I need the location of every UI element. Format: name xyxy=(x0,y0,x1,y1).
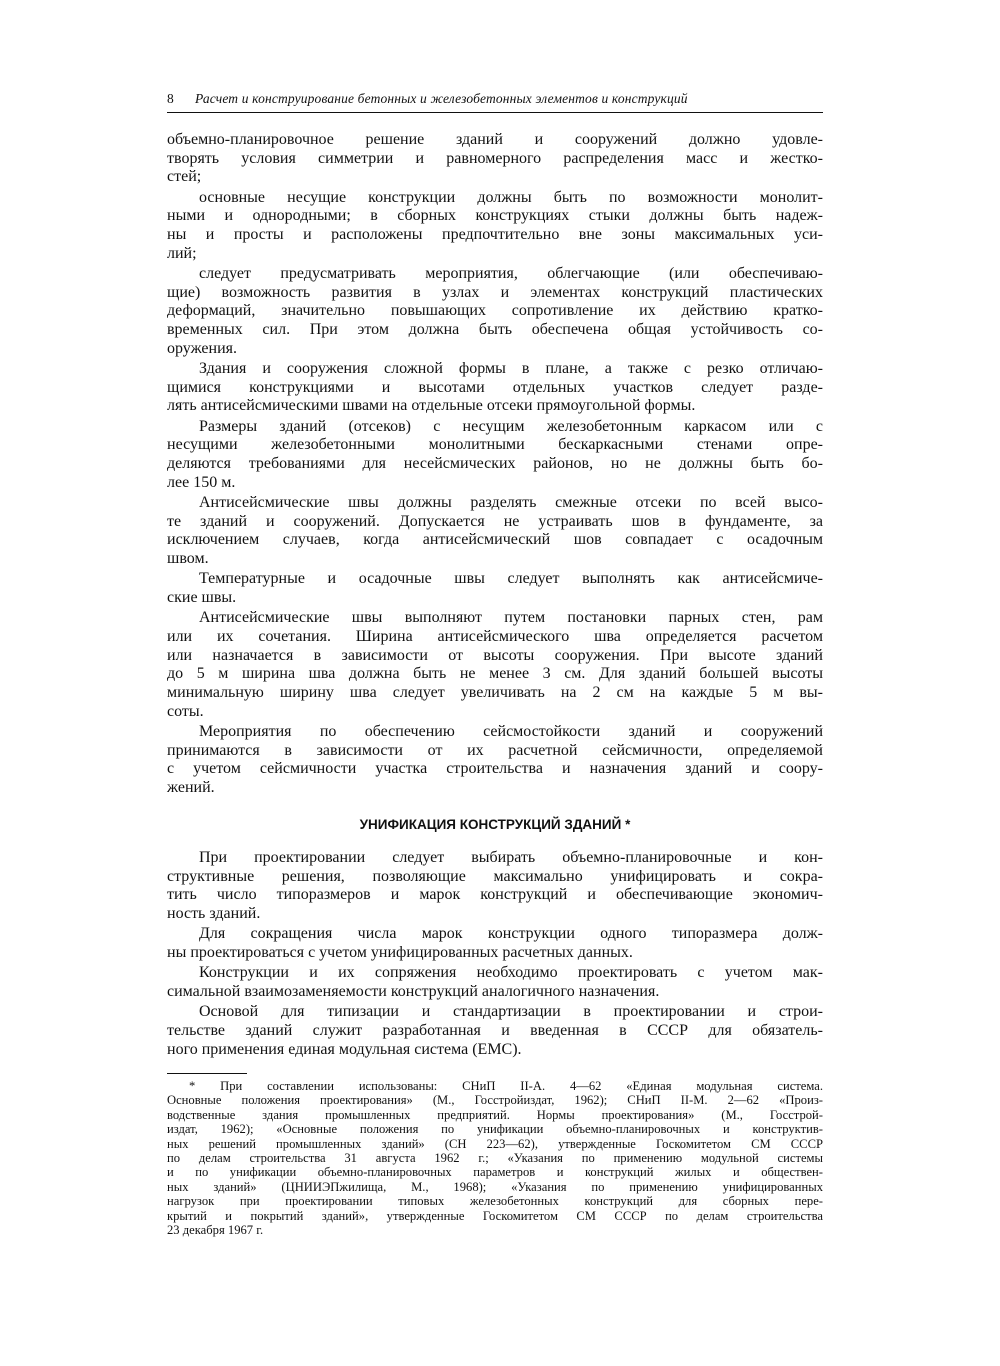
text-line: временных сил. При этом должна быть обеспечена общая устойчивость со- xyxy=(167,321,823,339)
text-line: творять условия симметрии и равномерного распределения масс и жестко- xyxy=(167,149,823,167)
paragraph xyxy=(167,494,823,569)
text-line: деформаций, значительно повышающих сопротивление их действию кратко- xyxy=(167,302,823,320)
text-line: Антисейсмические швы выполняют путем постановки парных стен, рам xyxy=(199,609,823,627)
text-line: по делам строительства 31 августа 1962 г.; «Указания по применению модульной системы xyxy=(167,1150,823,1165)
footnote xyxy=(167,1079,823,1239)
paragraph xyxy=(167,723,823,798)
text-line: тить число типоразмеров и марок конструкций и обеспечивающие экономич- xyxy=(167,886,823,904)
text-line: оружения. xyxy=(167,339,238,357)
text-line: ность зданий. xyxy=(167,905,261,923)
text-line: * При составлении использованы: СНиП II-А. 4—62 «Единая модульная система. xyxy=(189,1079,823,1093)
running-title: Расчет и конструирование бетонных и железобетонных элементов и конструкций xyxy=(195,91,688,106)
paragraph xyxy=(167,570,823,607)
text-line: деляются требованиями для несейсмических районов, но не должны быть бо- xyxy=(167,455,823,473)
paragraph xyxy=(167,1003,823,1059)
text-line: Основные положения проектирования» (М., Госстройиздат, 1962); СНиП II-М. 2—62 «Произ- xyxy=(167,1093,823,1108)
text-line: принимаются в зависимости от их расчетной сейсмичности, определяемой xyxy=(167,741,823,759)
paragraph xyxy=(167,418,823,493)
paragraph xyxy=(167,609,823,721)
text-line: или назначается в зависимости от высоты сооружения. При высоте зданий xyxy=(167,646,823,664)
text-line: щимися конструкциями и высотами отдельных участков следует разде- xyxy=(167,378,823,396)
paragraph xyxy=(167,849,823,924)
footnote-rule xyxy=(167,1073,247,1074)
text-line: крытий и покрытий зданий», утвержденные Госкомитетом СМ СССР по делам строительства xyxy=(167,1208,823,1223)
text-line: Конструкции и их сопряжения необходимо проектировать с учетом мак- xyxy=(199,964,823,982)
paragraph xyxy=(167,1079,823,1237)
text-line: швом. xyxy=(167,550,209,568)
text-line: Здания и сооружения сложной формы в плане, а также с резко отличаю- xyxy=(199,360,823,378)
paragraph xyxy=(167,189,823,264)
text-line: щие) возможность развития в узлах и элементах конструкций пластических xyxy=(167,283,823,301)
text-line: Мероприятия по обеспечению сейсмостойкости зданий и сооружений xyxy=(199,723,823,741)
text-line: до 5 м ширина шва должна быть не менее 3 см. Для зданий большей высоты xyxy=(167,665,823,683)
text-line: стей; xyxy=(167,168,202,186)
text-line: исключением случаев, когда антисейсмический шов совпадает с осадочным xyxy=(167,531,823,549)
text-line: ных зданий» (ЦНИИЭПжилища, М., 1968); «Указания по применению унифицированных xyxy=(167,1179,823,1194)
text-line: тельстве зданий служит разработанная и введенная в СССР для обязатель- xyxy=(167,1021,823,1039)
text-line: Антисейсмические швы должны разделять смежные отсеки по всей высо- xyxy=(199,494,823,512)
paragraph xyxy=(167,265,823,358)
text-line: структивные решения, позволяющие максимально унифицировать и сокра- xyxy=(167,867,823,885)
text-line: Температурные и осадочные швы следует выполнять как антисейсмиче- xyxy=(199,570,823,588)
text-line: лее 150 м. xyxy=(167,473,236,491)
page-number: 8 xyxy=(167,91,174,106)
header-rule xyxy=(167,112,823,113)
text-line: объемно-планировочное решение зданий и сооружений должно удовле- xyxy=(167,131,823,148)
text-line: нагрузок при проектировании типовых железобетонных конструкций для сборных пере- xyxy=(167,1194,823,1209)
text-line: основные несущие конструкции должны быть по возможности монолит- xyxy=(199,188,823,206)
body-text-bottom xyxy=(167,849,823,1061)
text-line: соты. xyxy=(167,702,204,720)
text-line: симальной взаимозаменяемости конструкций аналогичного назначения. xyxy=(167,983,660,1000)
paragraph xyxy=(167,925,823,962)
paragraph xyxy=(167,131,823,187)
text-line: ны проектироваться с учетом унифицированных расчетных данных. xyxy=(167,944,633,962)
body-text-top xyxy=(167,131,823,799)
text-line: ские швы. xyxy=(167,589,237,607)
text-line: Основой для типизации и стандартизации в проектировании и строи- xyxy=(199,1003,823,1021)
text-line: те зданий и сооружений. Допускается не устраивать шов в фундаменте, за xyxy=(167,512,823,530)
text-line: или их сочетания. Ширина антисейсмического шва определяется расчетом xyxy=(167,628,823,646)
text-line: ного применения единая модульная система (ЕМС). xyxy=(167,1040,522,1058)
running-header xyxy=(167,91,823,111)
text-line: лять антисейсмическими швами на отдельные отсеки прямоугольной формы. xyxy=(167,397,696,415)
section-heading: УНИФИКАЦИЯ КОНСТРУКЦИЙ ЗДАНИЙ * xyxy=(359,817,631,832)
paragraph xyxy=(167,964,823,1001)
text-line: Для сокращения числа марок конструкции одного типоразмера долж- xyxy=(199,925,823,943)
text-line: ных решений промышленных зданий» (СН 223—62), утвержденные Госкомитетом СМ СССР xyxy=(167,1136,823,1151)
text-line: ными и однородными; в сборных конструкциях стыки должны быть надеж- xyxy=(167,207,823,225)
text-line: издат, 1962); «Основные положения по унификации объемно-планировочных и конструктив- xyxy=(167,1122,823,1137)
text-line: следует предусматривать мероприятия, облегчающие (или обеспечиваю- xyxy=(199,265,823,282)
text-line: водственные здания промышленных предприятий. Нормы проектирования» (М., Госстрой- xyxy=(167,1107,823,1122)
text-line: 23 декабря 1967 г. xyxy=(167,1222,264,1237)
text-line: лий; xyxy=(167,244,197,262)
text-line: ны и просты и расположены предпочтительно вне зоны максимальных уси- xyxy=(167,226,823,244)
paragraph xyxy=(167,360,823,416)
text-line: Размеры зданий (отсеков) с несущим железобетонным каркасом или с xyxy=(199,417,823,435)
text-line: с учетом сейсмичности участка строительства и назначения зданий и соору- xyxy=(167,760,823,778)
text-line: минимальную ширину шва следует увеличивать на 2 см на каждые 5 м вы- xyxy=(167,684,823,702)
text-line: При проектировании следует выбирать объемно-планировочные и кон- xyxy=(199,849,823,866)
text-line: несущими железобетонными монолитными бескаркасными стенами опре- xyxy=(167,436,823,454)
text-line: и по унификации объемно-планировочных параметров и конструкций жилых и обществен- xyxy=(167,1165,823,1180)
text-line: жений. xyxy=(167,779,215,797)
